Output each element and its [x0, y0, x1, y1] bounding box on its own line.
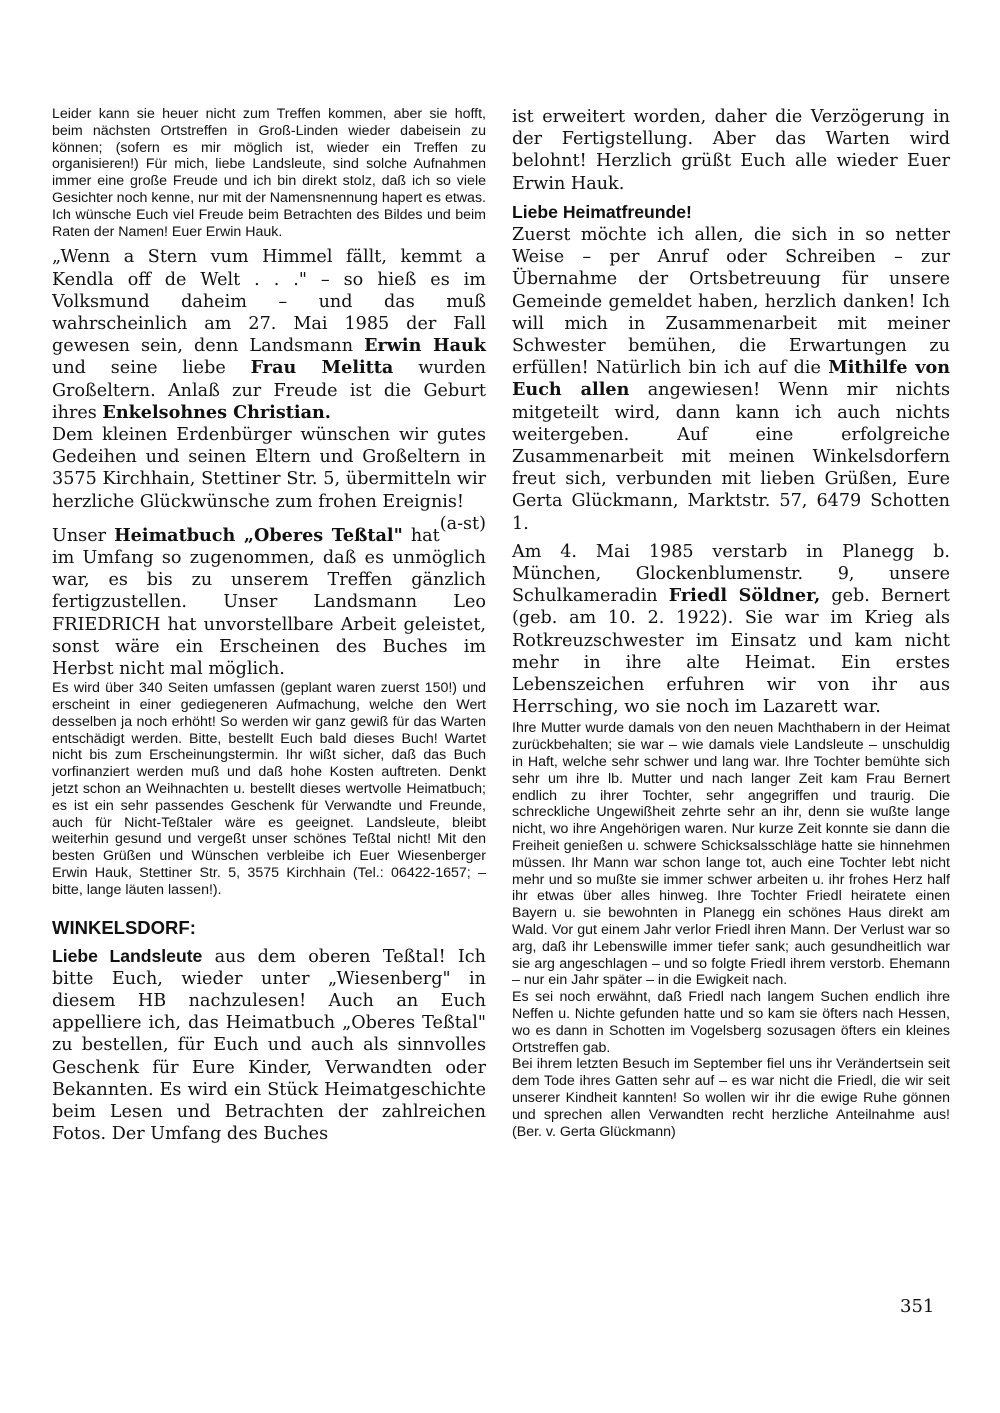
bold-liebe-landsleute: Liebe Landsleute	[52, 945, 203, 966]
heimatbuch-text-2: hat im Umfang so zugenommen, daß es unmöglich war, es bis zu unserem Treffen gänzlich fertigzustellen. Unser Landsmann Leo FRIEDRICH hat unvorstellbare Arbeit geleistet, sonst wäre ein Erscheinen des Buches im Herbst nicht mal möglich.	[52, 525, 486, 680]
heimatfreunde-text-2: angewiesen! Wenn mir nichts mitgeteilt wird, dann kann ich auch nichts weitergeben. Auf eine erfolgreiche Zusammenarbeit mit meinen Winkelsdorfern freut sich, verbunden mit lieben Grüßen, Eure Gerta Glückmann, Marktstr. 57, 6479 Schotten 1.	[512, 380, 950, 534]
paragraph-relatives: Es sei noch erwähnt, daß Friedl nach langem Suchen endlich ihre Neffen u. Nichte gefunden hatte und so kam sie öfters nach Hessen, wo es dann in Schotten im Vogelsberg sozusagen öfters ein kleines Ortstreffen gab.	[512, 989, 950, 1056]
paragraph-last-visit: Bei ihrem letzten Besuch im September fiel uns ihr Verändertsein seit dem Tode ihres Gatten sehr auf – es war nicht die Friedl, die wir seit unserer Kindheit kannten! So wollen wir ihr die ewige Ruhe gönnen und sprechen allen Verwandten recht herzliche Anteilnahme aus! (Ber. v. Gerta Glückmann)	[512, 1056, 950, 1140]
paragraph-birth-announcement	[52, 246, 486, 424]
signature-a-st: (a-st)	[439, 513, 486, 534]
paragraph-heimatbuch	[52, 525, 486, 680]
bold-liebe-heimatfreunde: Liebe Heimatfreunde!	[512, 201, 692, 222]
section-heading-winkelsdorf: WINKELSDORF:	[52, 916, 196, 938]
paragraph-heimatfreunde	[512, 201, 950, 535]
obituary-text-1: Am 4. Mai 1985 verstarb in Planegg b. München, Glockenblumenstr. 9, unsere Schulkameradin	[512, 541, 950, 607]
bold-friedl-soeldner: Friedl Söldner,	[668, 585, 821, 607]
heimatbuch-text-1: Unser	[52, 525, 115, 546]
paragraph-liebe-landsleute	[52, 945, 486, 1146]
heimatfreunde-text-1: Zuerst möchte ich allen, die sich in so netter Weise – per Anruf oder Schreiben – zur Übernahme der Ortsbetreuung für unsere Gemeinde gemeldet haben, herzlich danken! Ich will mich in Zusammenarbeit mit meiner Schwester bemühen, die Erwartungen zu erfüllen! Natürlich bin ich auf die	[512, 225, 950, 379]
birth-text-1: „Wenn a Stern vum Himmel fällt, kemmt a Kendla off de Welt . . ." – so hieß es im Volksmund daheim – und das muß wahrscheinlich am 27. Mai 1985 der Fall gewesen sein, denn Landsmann	[52, 247, 486, 357]
bold-frau-melitta: Frau Melitta	[250, 357, 394, 379]
bold-erwin-hauk: Erwin Hauk	[364, 335, 487, 357]
landsleute-text: aus dem oberen Teßtal! Ich bitte Euch, wieder unter „Wiesenberg" in diesem HB nachzulesen! Auch an Euch appelliere ich, das Heimatbuch „Oberes Teßtal" zu bestellen, für Euch und auch als sinnvolles Geschenk für Eure Kinder, Verwandten oder Bekannten. Es wird ein Stück Heimatgeschichte beim Lesen und Betrachten der zahlreichen Fotos. Der Umfang des Buches	[52, 946, 486, 1145]
left-column	[52, 106, 486, 1145]
paragraph-book-details: Es wird über 340 Seiten umfassen (geplant waren zuerst 150!) und erscheint in einer gediegeneren Aufmachung, welche den Wert desselben ja noch erhöht! So werden wir ganz gewiß für das Warten entschädigt werden. Bitte, bestellt Euch bald dieses Buch! Wartet nicht bis zum Erscheinungstermin. Ihr wißt sicher, daß das Buch vorfinanziert werden muß und daß hohe Kosten auftreten. Denkt jetzt schon an Weihnachten u. bestellt dieses wertvolle Heimatbuch; es ist ein sehr passendes Geschenk für Verwandte und Freunde, auch für Nicht-Teßtaler wäre es geeignet. Landsleute, bleibt weiterhin gesund und vergeßt unser schönes Teßtal nicht! Mit den besten Grüßen und Wünschen verbleibe ich Euer Wiesenberger Erwin Hauk, Stettiner Str. 5, 3575 Kirchhain (Tel.: 06422-1657; – bitte, lange läuten lassen!).	[52, 680, 486, 898]
page-number: 351	[900, 1296, 935, 1317]
bold-enkelsohn: Enkelsohnes Christian.	[102, 401, 331, 423]
birth-text-2: und seine liebe	[52, 358, 251, 379]
paragraph-photo-note: Leider kann sie heuer nicht zum Treffen kommen, aber sie hofft, beim nächsten Ortstreffen in Groß-Linden wieder dabeisein zu können; (sofern es mir möglich ist, wieder ein Treffen zu organisieren!) Für mich, liebe Landsleute, sind solche Aufnahmen immer eine große Freude und ich bin direkt stolz, daß ich so viele Gesichter noch kenne, nur mit der Namensnennung hapert es etwas. Ich wünsche Euch viel Freude beim Betrachten des Bildes und beim Raten der Namen! Euer Erwin Hauk.	[52, 106, 486, 240]
congratulations-text: Dem kleinen Erdenbürger wünschen wir gutes Gedeihen und seinen Eltern und Großeltern in 3575 Kirchhain, Stettiner Str. 5, übermitteln wir herzliche Glückwünsche zum frohen Ereignis!	[52, 425, 486, 512]
obituary-text-2: geb. Bernert (geb. am 10. 2. 1922). Sie war im Krieg als Rotkreuzschwester im Einsatz und kam nicht mehr in ihre alte Heimat. Ein erstes Lebenszeichen erfuhren wir von ihr aus Herrsching, wo sie noch im Lazarett war.	[512, 586, 950, 718]
right-column	[512, 106, 950, 1140]
paragraph-congratulations	[52, 424, 486, 534]
paragraph-obituary-intro	[512, 541, 950, 719]
paragraph-book-continued: ist erweitert worden, daher die Verzögerung in der Fertigstellung. Aber das Warten wird belohnt! Herzlich grüßt Euch alle wieder Euer Erwin Hauk.	[512, 107, 950, 194]
birth-text-3: wurden Großeltern. Anlaß zur Freude ist die Geburt ihres	[52, 358, 486, 423]
bold-mithilfe: Mithilfe von Euch allen	[512, 357, 950, 401]
bold-heimatbuch-title: Heimatbuch „Oberes Teßtal"	[114, 524, 403, 546]
paragraph-mother-story: Ihre Mutter wurde damals von den neuen Machthabern in der Heimat zurückbehalten; sie war – wie damals viele Landsleute – unschuldig in Haft, welche sehr schwer und lang war. Ihre Tochter bemühte sich sehr um ihre lb. Mutter und nach langer Zeit kam Frau Bernert endlich zu ihrer Tochter, sehr angegriffen und traurig. Die schreckliche Ungewißheit zehrte sehr an ihr, denn sie wußte lange nicht, wo ihre Angehörigen waren. Nur kurze Zeit konnte sie dann die Freiheit genießen u. schwere Schicksalsschläge hatte sie hinnehmen müssen. Ihr Mann war schon lange tot, auch eine Tochter lebt nicht mehr und so mußte sie immer schwer arbeiten u. ihr frohes Herz half ihr etwas über alles hinweg. Ihre Tochter Friedl heiratete einen Bayern u. sie bewohnten in Planegg ein schönes Haus direkt am Wald. Vor gut einem Jahr verlor Friedl ihren Mann. Der Verlust war so arg, daß ihr Lebenswille immer tiefer sank; auch gesundheitlich war sie arg angeschlagen – und so folgte Friedl ihrem verstorb. Ehemann – nur ein Jahr später – in die Ewigkeit nach.	[512, 720, 950, 989]
